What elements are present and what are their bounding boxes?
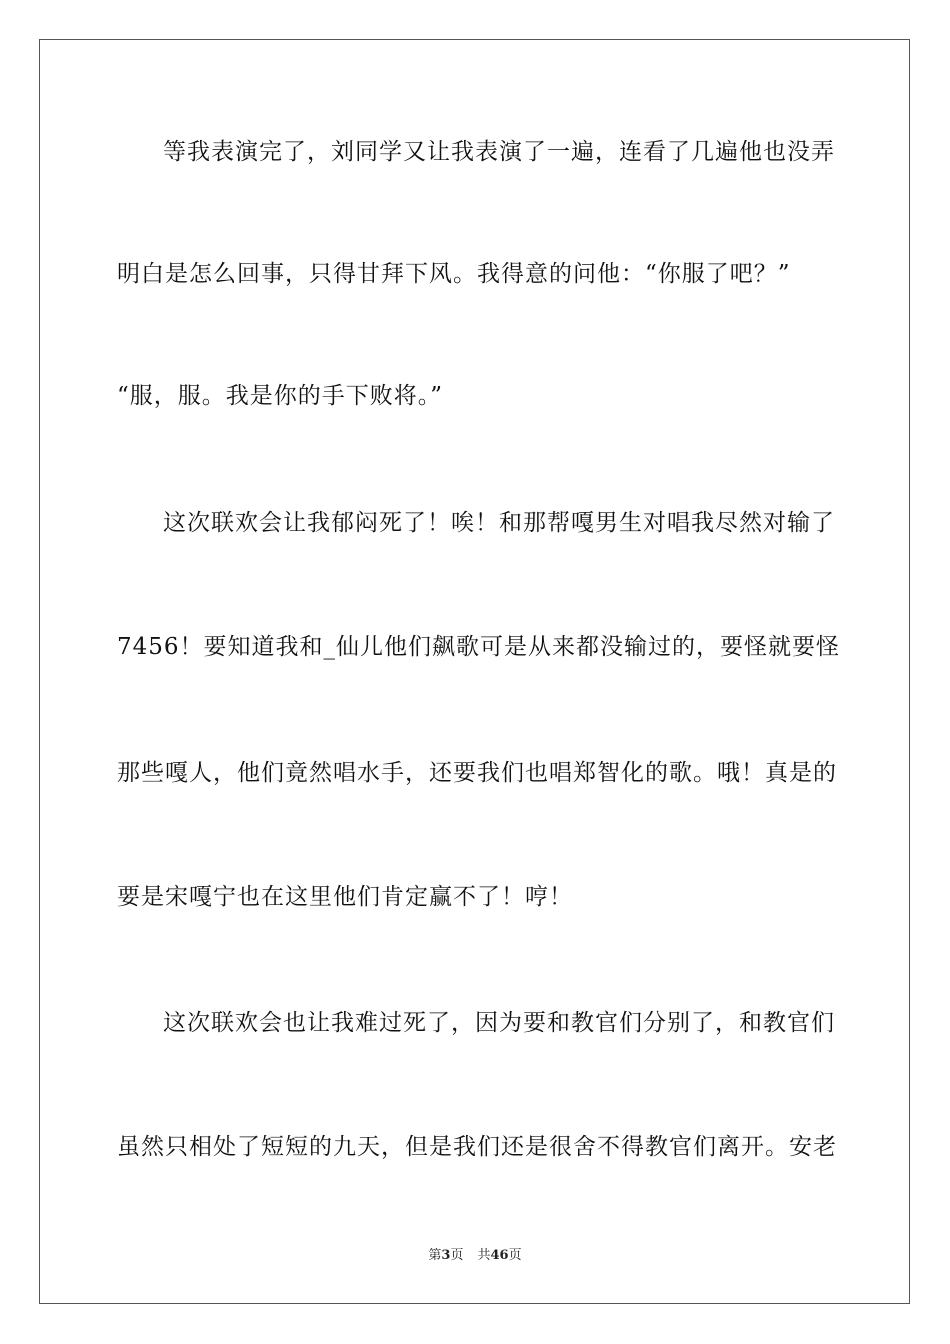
text-line: 虽然只相处了短短的九天，但是我们还是很舍不得教官们离开。安老 bbox=[117, 1134, 837, 1160]
text-line: 等我表演完了，刘同学又让我表演了一遍，连看了几遍他也没弄 bbox=[163, 139, 835, 165]
page-border bbox=[39, 39, 910, 1304]
text-line: 明白是怎么回事，只得甘拜下风。我得意的问他：“你服了吧？” bbox=[117, 261, 791, 287]
text-line: 这次联欢会也让我难过死了，因为要和教官们分别了，和教官们 bbox=[163, 1010, 835, 1036]
page-number: 3 bbox=[441, 1248, 451, 1263]
page-total: 46 bbox=[490, 1248, 509, 1263]
page-suffix: 页 bbox=[450, 1248, 464, 1263]
text-line: 这次联欢会让我郁闷死了！唉！和那帮嘎男生对唱我尽然对输了 bbox=[163, 510, 835, 536]
page-footer bbox=[0, 1247, 950, 1265]
text-line: “服，服。我是你的手下败将。” bbox=[117, 383, 444, 409]
total-suffix: 页 bbox=[508, 1248, 522, 1263]
text-line: 要是宋嘎宁也在这里他们肯定赢不了！哼！ bbox=[117, 884, 573, 910]
text-line: 那些嘎人，他们竟然唱水手，还要我们也唱郑智化的歌。哦！真是的 bbox=[117, 760, 837, 786]
page-prefix: 第 bbox=[428, 1248, 442, 1263]
total-prefix: 共 bbox=[477, 1248, 491, 1263]
text-line: 7456！要知道我和_仙儿他们飙歌可是从来都没输过的，要怪就要怪 bbox=[117, 634, 841, 660]
